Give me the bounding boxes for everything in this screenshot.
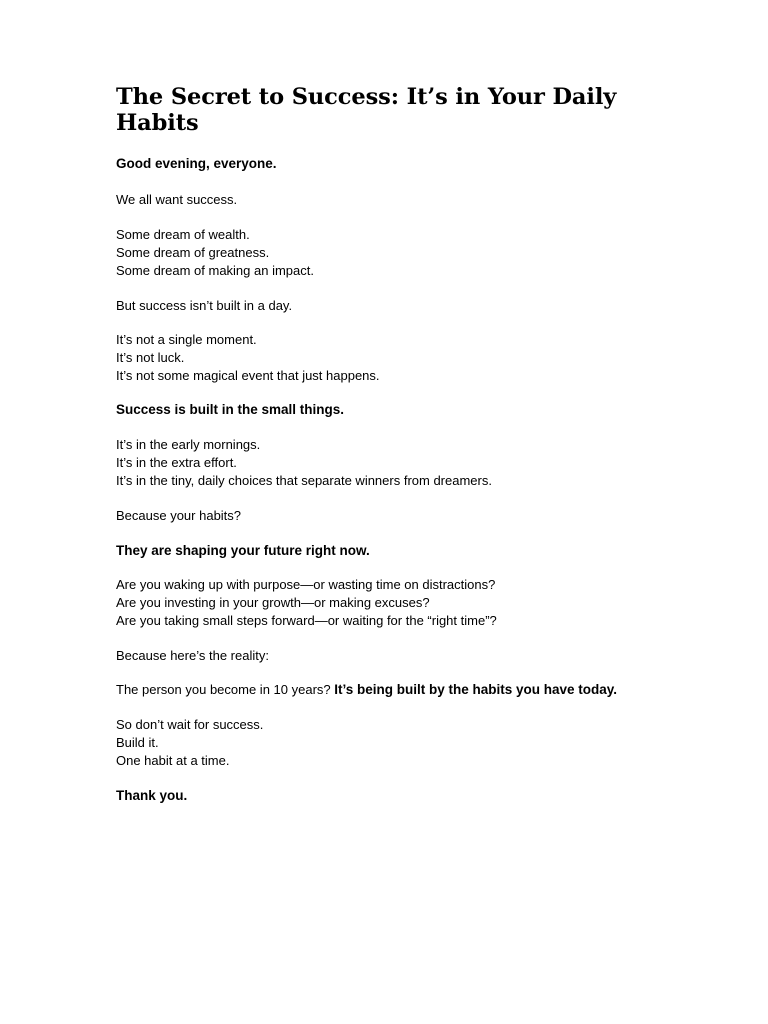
person-plain-text: The person you become in 10 years? [116, 682, 335, 697]
in-list-paragraph [116, 436, 492, 490]
question-line: Are you investing in your growth—or making excuses? [116, 595, 430, 610]
closing-line: So don’t wait for success. [116, 717, 264, 732]
question-line: Are you taking small steps forward—or waiting for the “right time”? [116, 613, 497, 628]
thank-you: Thank you. [116, 788, 188, 803]
dream-line: Some dream of making an impact. [116, 263, 314, 278]
paragraph-person [116, 681, 617, 699]
closing-line: One habit at a time. [116, 753, 230, 768]
greeting: Good evening, everyone. [116, 156, 277, 171]
question-line: Are you waking up with purpose—or wasting time on distractions? [116, 577, 496, 592]
in-line: It’s in the extra effort. [116, 455, 237, 470]
not-line: It’s not a single moment. [116, 332, 257, 347]
in-line: It’s in the early mornings. [116, 437, 261, 452]
document-title: The Secret to Success: It’s in Your Daily Habits [116, 84, 617, 136]
document-page [116, 84, 676, 803]
heading-shaping-future: They are shaping your future right now. [116, 543, 370, 558]
heading-small-things: Success is built in the small things. [116, 402, 345, 417]
not-line: It’s not luck. [116, 350, 185, 365]
paragraph-not-in-a-day: But success isn’t built in a day. [116, 298, 293, 313]
paragraph-reality: Because here’s the reality: [116, 648, 269, 663]
not-line: It’s not some magical event that just happens. [116, 368, 380, 383]
not-list-paragraph [116, 331, 380, 385]
in-line: It’s in the tiny, daily choices that separate winners from dreamers. [116, 473, 492, 488]
dream-line: Some dream of wealth. [116, 227, 250, 242]
person-bold-text: It’s being built by the habits you have today. [334, 682, 618, 697]
dreams-paragraph [116, 226, 314, 280]
closing-paragraph [116, 716, 263, 770]
dream-line: Some dream of greatness. [116, 245, 270, 260]
paragraph-want-success: We all want success. [116, 192, 238, 207]
questions-paragraph [116, 576, 497, 630]
closing-line: Build it. [116, 735, 159, 750]
paragraph-because-habits: Because your habits? [116, 508, 242, 523]
